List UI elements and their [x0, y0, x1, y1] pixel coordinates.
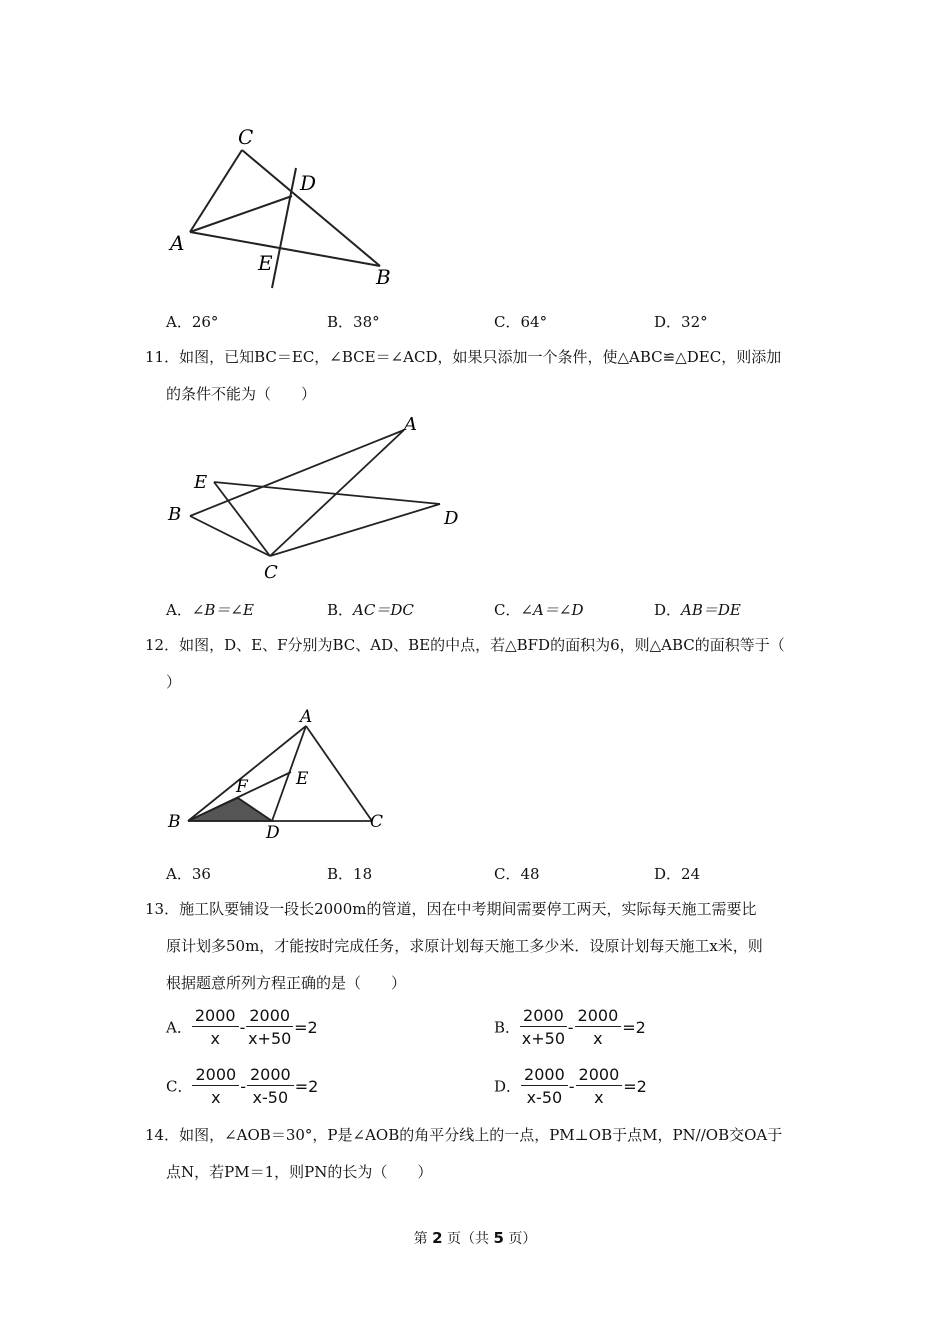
minus-sign: - — [568, 1076, 575, 1096]
fraction — [521, 1065, 568, 1107]
option-letter: B． — [327, 313, 354, 331]
fraction — [247, 1065, 294, 1107]
denominator: x — [211, 1088, 221, 1107]
option-text: 38° — [353, 313, 380, 331]
fraction — [246, 1006, 293, 1048]
q10-label-e: E — [258, 251, 273, 275]
option-letter: B． — [327, 865, 354, 883]
question-text: 如图，D、E、F分别为BC、AD、BE的中点，若△BFD的面积为6，则△ABC的面积等于（ — [179, 636, 785, 654]
option-text: ∠A＝∠D — [520, 601, 584, 619]
q12-figure — [160, 700, 400, 850]
q13-option-c[interactable] — [166, 1065, 319, 1107]
equation-rhs: =2 — [623, 1076, 647, 1096]
q11-option-d[interactable] — [654, 599, 741, 620]
option-text: AC＝DC — [353, 601, 414, 619]
option-letter: D． — [654, 865, 682, 883]
option-text: 18 — [353, 865, 373, 883]
page-footer — [0, 1228, 950, 1248]
footer-text: 页） — [508, 1231, 537, 1247]
q11-stem-line2: 的条件不能为（ ） — [166, 385, 317, 403]
denominator: x — [594, 1088, 604, 1107]
option-letter: D． — [494, 1077, 522, 1096]
q11-figure — [160, 410, 480, 590]
q12-label-f: F — [236, 777, 248, 797]
question-text: 如图，∠AOB＝30°，P是∠AOB的角平分线上的一点，PM⊥OB于点M，PN//OB交OA于 — [179, 1126, 783, 1144]
option-letter: A． — [166, 1018, 192, 1037]
numerator: 2000 — [520, 1006, 567, 1027]
equation-rhs: =2 — [294, 1017, 318, 1037]
footer-text: 第 — [413, 1231, 428, 1247]
q12-label-b: B — [168, 812, 181, 832]
option-text: 24 — [681, 865, 701, 883]
q11-stem-line1 — [145, 346, 781, 367]
q13-stem-line3: 根据题意所列方程正确的是（ ） — [166, 974, 407, 992]
page-number: 2 — [432, 1229, 443, 1247]
denominator: x+50 — [248, 1029, 292, 1048]
option-text: 32° — [681, 313, 708, 331]
q10-label-d: D — [300, 171, 317, 195]
option-text: 64° — [520, 313, 548, 331]
numerator: 2000 — [521, 1065, 568, 1086]
q11-label-d: D — [444, 508, 459, 529]
q14-stem-line2: 点N，若PM＝1，则PN的长为（ ） — [166, 1163, 433, 1181]
denominator: x-50 — [526, 1088, 563, 1107]
q11-option-c[interactable] — [494, 599, 583, 620]
q12-option-c[interactable] — [494, 863, 540, 884]
option-text: 26° — [191, 313, 219, 331]
question-number: 11． — [145, 348, 180, 366]
q12-label-a: A — [300, 707, 313, 727]
question-text: 如图，已知BC＝EC，∠BCE＝∠ACD，如果只添加一个条件，使△ABC≌△DEC，则添加 — [179, 348, 782, 366]
numerator: 2000 — [576, 1065, 623, 1086]
denominator: x-50 — [252, 1088, 289, 1107]
q11-option-a[interactable] — [166, 599, 254, 620]
option-letter: A． — [166, 865, 192, 883]
question-number: 12． — [145, 636, 180, 654]
numerator: 2000 — [246, 1006, 293, 1027]
q11-label-e: E — [194, 472, 208, 493]
option-text: 36 — [191, 865, 211, 883]
q14-stem-line1 — [145, 1124, 782, 1145]
numerator: 2000 — [192, 1065, 239, 1086]
option-letter: B． — [494, 1018, 521, 1037]
q12-option-a[interactable] — [166, 863, 211, 884]
denominator: x — [210, 1029, 220, 1048]
option-letter: A． — [166, 313, 192, 331]
q11-label-c: C — [264, 562, 278, 583]
fraction — [192, 1006, 239, 1048]
numerator: 2000 — [192, 1006, 239, 1027]
option-letter: A． — [166, 601, 192, 619]
option-letter: C． — [166, 1077, 193, 1096]
option-letter: B． — [327, 601, 354, 619]
q10-figure — [160, 120, 420, 300]
q10-label-a: A — [170, 231, 185, 255]
option-letter: C． — [494, 865, 521, 883]
q13-stem-line2: 原计划多50m，才能按时完成任务，求原计划每天施工多少米．设原计划每天施工x米，则 — [166, 937, 763, 955]
q10-label-b: B — [376, 265, 391, 289]
fraction — [520, 1006, 567, 1048]
page-total: 5 — [493, 1229, 504, 1247]
numerator: 2000 — [247, 1065, 294, 1086]
q11-option-b[interactable] — [327, 599, 414, 620]
q13-stem-line1 — [145, 898, 757, 919]
option-letter: D． — [654, 601, 682, 619]
minus-sign: - — [567, 1017, 574, 1037]
q10-option-c[interactable] — [494, 311, 547, 332]
footer-text: 页（共 — [447, 1231, 489, 1247]
q12-label-c: C — [370, 812, 384, 832]
q12-label-d: D — [266, 823, 280, 843]
q12-stem-line2: ） — [166, 673, 182, 691]
equation-rhs: =2 — [622, 1017, 646, 1037]
q11-label-a: A — [404, 414, 417, 435]
equation-rhs: =2 — [294, 1076, 319, 1096]
option-text: AB＝DE — [681, 601, 741, 619]
q13-option-b[interactable] — [494, 1006, 647, 1048]
q10-option-d[interactable] — [654, 311, 708, 332]
option-letter: D． — [654, 313, 682, 331]
question-text: 施工队要铺设一段长2000m的管道，因在中考期间需要停工两天，实际每天施工需要比 — [179, 900, 757, 918]
denominator: x — [593, 1029, 603, 1048]
q10-option-a[interactable] — [166, 311, 218, 332]
q12-label-e: E — [296, 769, 309, 789]
minus-sign: - — [239, 1017, 246, 1037]
question-number: 14． — [145, 1126, 180, 1144]
option-letter: C． — [494, 601, 521, 619]
option-text: 48 — [520, 865, 540, 883]
option-text: ∠B＝∠E — [191, 601, 254, 619]
fraction — [192, 1065, 239, 1107]
question-number: 13． — [145, 900, 180, 918]
q13-option-d[interactable] — [494, 1065, 648, 1107]
fraction — [576, 1065, 623, 1107]
minus-sign: - — [240, 1076, 246, 1096]
q10-label-c: C — [238, 125, 254, 149]
numerator: 2000 — [575, 1006, 622, 1027]
q12-stem-line1 — [145, 634, 785, 655]
denominator: x+50 — [521, 1029, 565, 1048]
q10-option-b[interactable] — [327, 311, 380, 332]
q12-option-d[interactable] — [654, 863, 700, 884]
fraction — [575, 1006, 622, 1048]
q11-label-b: B — [168, 504, 182, 525]
q13-option-a[interactable] — [166, 1006, 319, 1048]
option-letter: C． — [494, 313, 521, 331]
q12-option-b[interactable] — [327, 863, 372, 884]
